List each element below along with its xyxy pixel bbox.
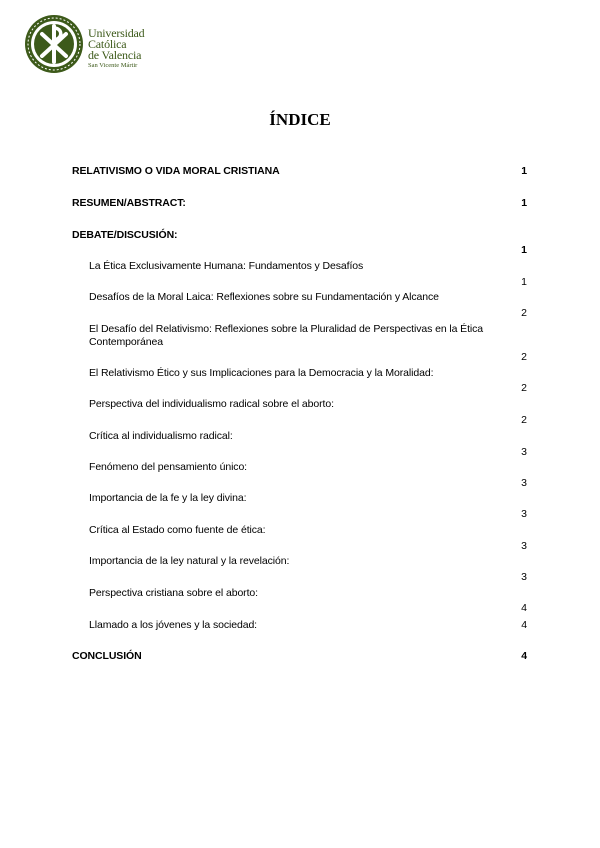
toc-entry-relativismo-etico[interactable] [89,367,527,380]
toc-entry-relativismo[interactable] [72,165,527,178]
toc-entry-label: RELATIVISMO O VIDA MORAL CRISTIANA [72,165,280,177]
logo-line-2: Católica [88,37,127,51]
toc-page-number-perspectiva-cristiana: 4 [521,602,527,614]
toc-entry-label: Importancia de la fe y la ley divina: [89,492,247,504]
toc-page-number-fe-ley-divina: 3 [521,508,527,520]
toc-entry-label: Importancia de la ley natural y la revelación: [89,555,290,567]
toc-entry-critica-estado[interactable] [89,524,527,537]
toc-entry-label: Desafíos de la Moral Laica: Reflexiones sobre su Fundamentación y Alcance [89,291,439,303]
toc-entry-critica-individualismo[interactable] [89,430,527,443]
toc-entry-pensamiento-unico[interactable] [89,461,527,474]
university-seal-icon [24,14,84,74]
toc-page-number: 1 [521,165,527,177]
toc-entry-individualismo-aborto[interactable] [89,398,527,411]
toc-entry-conclusion[interactable] [72,650,527,663]
toc-entry-label: El Relativismo Ético y sus Implicaciones para la Democracia y la Moralidad: [89,367,434,379]
toc-entry-label: CONCLUSIÓN [72,650,142,662]
toc-entry-llamado-jovenes[interactable] [89,619,527,632]
toc-entry-label: RESUMEN/ABSTRACT: [72,197,186,209]
toc-entry-perspectiva-cristiana[interactable] [89,587,527,600]
toc-entry-label: Perspectiva del individualismo radical sobre el aborto: [89,398,334,410]
toc-entry-label: Crítica al individualismo radical: [89,430,233,442]
toc-page-number-critica-individualismo: 3 [521,446,527,458]
toc-page-number: 1 [521,197,527,209]
toc-entry-label: Llamado a los jóvenes y la sociedad: [89,619,258,631]
logo-line-3: de Valencia [88,48,142,62]
toc-page-number-etica-humana: 1 [521,276,527,288]
toc-entry-desafio-relativismo[interactable] [89,323,527,349]
toc-page-number-critica-estado: 3 [521,540,527,552]
university-logo [24,14,194,74]
toc-page-number-pensamiento-unico: 3 [521,477,527,489]
toc-entry-moral-laica[interactable] [89,291,527,304]
university-name [88,28,144,70]
toc-entry-label: El Desafío del Relativismo: Reflexiones sobre la Pluralidad de Perspectivas en la Ética Contemporánea [89,323,484,348]
toc-page-number-individualismo-aborto: 2 [521,414,527,426]
toc-entry-label: Perspectiva cristiana sobre el aborto: [89,587,258,599]
toc-entry-label: DEBATE/DISCUSIÓN: [72,229,178,241]
toc-entry-resumen[interactable] [72,197,527,210]
toc-page-number: 4 [521,619,527,631]
toc-entry-label: La Ética Exclusivamente Humana: Fundamentos y Desafíos [89,260,364,272]
toc-page-number-moral-laica: 2 [521,307,527,319]
toc-page-number-ley-natural: 3 [521,571,527,583]
toc-page-number-relativismo-etico: 2 [521,382,527,394]
logo-subtitle: San Vicente Mártir [88,62,138,69]
toc-page-number: 4 [521,650,527,662]
toc-entry-fe-ley-divina[interactable] [89,492,527,505]
toc-entry-etica-humana[interactable] [89,260,527,273]
toc-page-number-desafio-relativismo: 2 [521,351,527,363]
toc-page-number-debate: 1 [521,244,527,256]
toc-entry-ley-natural[interactable] [89,555,527,568]
logo-line-1: Universidad [88,26,145,40]
page-title: ÍNDICE [269,110,331,129]
toc-entry-debate[interactable] [72,229,527,242]
toc-entry-label: Crítica al Estado como fuente de ética: [89,524,266,536]
toc-entry-label: Fenómeno del pensamiento único: [89,461,248,473]
